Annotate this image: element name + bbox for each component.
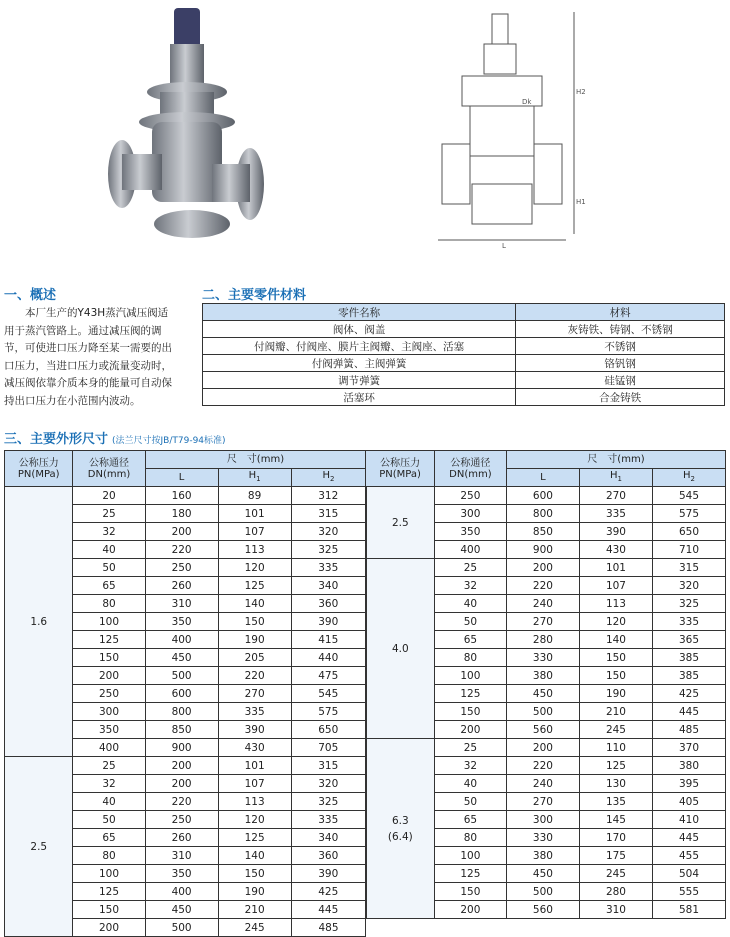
dn-cell: 150	[434, 883, 506, 901]
h2-cell: 405	[652, 793, 725, 811]
l-cell: 850	[506, 523, 579, 541]
table-row	[5, 793, 726, 811]
table-row	[5, 865, 726, 883]
dn-cell: 32	[434, 577, 506, 595]
header-pn: 公称压力PN(MPa)	[366, 451, 434, 487]
part-name-cell: 活塞环	[203, 389, 516, 406]
l-cell: 850	[145, 721, 218, 739]
h2-cell: 581	[652, 901, 725, 919]
dimensions-title-text: 三、主要外形尺寸	[4, 432, 109, 447]
header-l: L	[506, 469, 579, 487]
l-cell: 400	[145, 631, 218, 649]
table-row	[5, 487, 726, 505]
header-material: 材料	[516, 304, 725, 321]
overview-line: 口压力，当进口压力或流量变动时，	[4, 359, 172, 372]
l-cell: 900	[145, 739, 218, 757]
dn-cell: 50	[73, 811, 145, 829]
l-cell: 900	[506, 541, 579, 559]
l-cell: 560	[506, 721, 579, 739]
h1-cell: 175	[579, 847, 652, 865]
dn-cell: 25	[73, 757, 145, 775]
table-row	[5, 649, 726, 667]
table-row	[5, 595, 726, 613]
h1-cell: 170	[579, 829, 652, 847]
h2-cell: 325	[652, 595, 725, 613]
dn-cell: 125	[73, 883, 145, 901]
h2-cell: 445	[652, 703, 725, 721]
pn-value: 2.5	[30, 840, 48, 853]
dn-cell: 200	[434, 721, 506, 739]
h1-cell: 125	[579, 757, 652, 775]
section-overview-title: 一、概述	[4, 288, 57, 303]
table-row	[5, 739, 726, 757]
h2-cell: 365	[652, 631, 725, 649]
table-row	[5, 541, 726, 559]
table-row	[5, 631, 726, 649]
l-cell: 400	[145, 883, 218, 901]
h2-cell: 360	[291, 595, 366, 613]
dn-cell: 65	[73, 577, 145, 595]
h2-cell: 705	[291, 739, 366, 757]
dn-cell: 150	[73, 901, 145, 919]
h1-cell: 101	[218, 757, 291, 775]
valve-photo	[92, 4, 282, 249]
table-row	[5, 613, 726, 631]
h2-cell: 485	[652, 721, 725, 739]
l-cell: 300	[506, 811, 579, 829]
l-cell: 310	[145, 847, 218, 865]
l-cell: 500	[145, 667, 218, 685]
material-cell: 不锈钢	[516, 338, 725, 355]
h2-cell: 390	[291, 865, 366, 883]
l-cell: 280	[506, 631, 579, 649]
h2-cell: 425	[652, 685, 725, 703]
l-cell: 250	[145, 559, 218, 577]
dn-cell: 32	[434, 757, 506, 775]
overview-line: 减压阀依靠介质本身的能量可自动保	[4, 377, 172, 390]
dn-cell: 350	[73, 721, 145, 739]
table-row	[5, 901, 726, 919]
h2-cell: 555	[652, 883, 725, 901]
h1-cell: 120	[579, 613, 652, 631]
l-cell: 160	[145, 487, 218, 505]
header-l: L	[145, 469, 218, 487]
l-cell: 600	[145, 685, 218, 703]
h1-cell: 335	[579, 505, 652, 523]
h1-cell: 140	[218, 847, 291, 865]
l-cell: 240	[506, 775, 579, 793]
l-label: L	[502, 242, 506, 250]
table-row	[203, 355, 725, 372]
l-cell: 270	[506, 793, 579, 811]
header-dn: 公称通径DN(mm)	[73, 451, 145, 487]
h2-cell: 320	[291, 523, 366, 541]
h1-cell: 120	[218, 811, 291, 829]
h1-cell: 190	[579, 685, 652, 703]
h1-cell: 210	[579, 703, 652, 721]
l-cell: 220	[506, 757, 579, 775]
h2-cell: 415	[291, 631, 366, 649]
h2-cell: 455	[652, 847, 725, 865]
l-cell: 200	[145, 775, 218, 793]
dn-cell: 400	[434, 541, 506, 559]
h1-cell: 101	[218, 505, 291, 523]
h1-cell: 430	[579, 541, 652, 559]
l-cell: 450	[145, 901, 218, 919]
material-cell: 合金铸铁	[516, 389, 725, 406]
h1-cell: 125	[218, 829, 291, 847]
dn-cell: 250	[434, 487, 506, 505]
dn-cell: 400	[73, 739, 145, 757]
h2-cell: 710	[652, 541, 725, 559]
h2-cell: 545	[291, 685, 366, 703]
h1-cell: 270	[218, 685, 291, 703]
h1-cell: 110	[579, 739, 652, 757]
l-cell: 800	[145, 703, 218, 721]
table-row	[5, 577, 726, 595]
h1-cell: 113	[579, 595, 652, 613]
h2-cell: 385	[652, 667, 725, 685]
h1-cell: 220	[218, 667, 291, 685]
dn-cell: 150	[73, 649, 145, 667]
h2-cell: 425	[291, 883, 366, 901]
h2-cell: 445	[291, 901, 366, 919]
pn-cell	[366, 487, 434, 559]
h2-cell: 445	[652, 829, 725, 847]
h2-cell: 410	[652, 811, 725, 829]
header-h1: $H_1$	[579, 469, 652, 487]
h1-cell: 270	[579, 487, 652, 505]
table-row	[5, 721, 726, 739]
h1-cell: 107	[218, 775, 291, 793]
l-cell: 450	[506, 685, 579, 703]
l-cell: 380	[506, 847, 579, 865]
overview-line: 节，可使进口压力降至某一需要的出	[4, 342, 172, 355]
h2-cell: 360	[291, 847, 366, 865]
dn-cell: 100	[73, 613, 145, 631]
dn-cell: 25	[73, 505, 145, 523]
l-cell: 310	[145, 595, 218, 613]
material-cell: 硅锰钢	[516, 372, 725, 389]
h2-cell: 335	[652, 613, 725, 631]
dn-cell: 32	[73, 523, 145, 541]
dn-cell: 125	[434, 685, 506, 703]
h2-cell: 340	[291, 829, 366, 847]
header-h2: $H_2$	[291, 469, 366, 487]
h2-cell: 335	[291, 811, 366, 829]
h2-cell: 485	[291, 919, 366, 937]
h2-cell: 504	[652, 865, 725, 883]
overview-text	[4, 305, 192, 411]
h2-cell: 390	[291, 613, 366, 631]
l-cell: 330	[506, 829, 579, 847]
h1-cell: 107	[579, 577, 652, 595]
dn-cell: 65	[73, 829, 145, 847]
l-cell: 560	[506, 901, 579, 919]
dn-cell: 25	[434, 739, 506, 757]
h1-cell: 245	[579, 721, 652, 739]
pn-value: 6.3	[392, 814, 409, 827]
table-row	[5, 559, 726, 577]
table-row	[5, 685, 726, 703]
dn-cell: 300	[434, 505, 506, 523]
h1-cell: 430	[218, 739, 291, 757]
dn-cell: 65	[434, 811, 506, 829]
l-cell: 260	[145, 577, 218, 595]
dn-cell: 350	[434, 523, 506, 541]
h1-cell: 280	[579, 883, 652, 901]
table-row	[5, 847, 726, 865]
h1-cell: 130	[579, 775, 652, 793]
table-row	[5, 829, 726, 847]
h2-cell: 340	[291, 577, 366, 595]
l-cell: 350	[145, 865, 218, 883]
l-cell: 330	[506, 649, 579, 667]
dn-cell: 50	[434, 793, 506, 811]
l-cell: 500	[506, 703, 579, 721]
table-row	[5, 919, 726, 937]
table-row	[5, 757, 726, 775]
dn-cell: 200	[434, 901, 506, 919]
dn-cell: 80	[434, 649, 506, 667]
dn-cell: 200	[73, 667, 145, 685]
h2-cell: 370	[652, 739, 725, 757]
pn-cell	[366, 559, 434, 739]
l-cell: 220	[506, 577, 579, 595]
dn-cell: 40	[73, 541, 145, 559]
material-cell: 铬钒钢	[516, 355, 725, 372]
dn-cell: 125	[434, 865, 506, 883]
l-cell: 600	[506, 487, 579, 505]
l-cell: 250	[145, 811, 218, 829]
h1-cell: 150	[579, 649, 652, 667]
dimensions-table	[4, 450, 726, 937]
l-cell: 450	[145, 649, 218, 667]
pn-value: 4.0	[392, 642, 409, 655]
overview-line: 持出口压力在小范围内波动。	[4, 394, 141, 407]
dk-label: Dk	[522, 98, 532, 106]
overview-line: 用于蒸汽管路上。通过减压阀的调	[4, 324, 162, 337]
l-cell: 180	[145, 505, 218, 523]
dn-cell: 80	[434, 829, 506, 847]
h1-cell: 101	[579, 559, 652, 577]
header-dn: 公称通径DN(mm)	[434, 451, 506, 487]
h1-cell: 310	[579, 901, 652, 919]
valve-drawing	[432, 4, 586, 250]
h2-cell: 325	[291, 793, 366, 811]
h2-label: H2	[576, 88, 586, 96]
l-cell: 200	[506, 739, 579, 757]
dn-cell: 150	[434, 703, 506, 721]
table-row	[203, 389, 725, 406]
table-row	[5, 883, 726, 901]
h2-cell: 315	[291, 505, 366, 523]
h1-cell: 335	[218, 703, 291, 721]
dn-cell: 80	[73, 847, 145, 865]
l-cell: 350	[145, 613, 218, 631]
h1-cell: 125	[218, 577, 291, 595]
material-cell: 灰铸铁、铸钢、不锈钢	[516, 321, 725, 338]
header-h1: $H_1$	[218, 469, 291, 487]
dn-cell: 40	[434, 595, 506, 613]
l-cell: 220	[145, 793, 218, 811]
header-part-name: 零件名称	[203, 304, 516, 321]
pn-cell	[5, 487, 73, 757]
l-cell: 200	[506, 559, 579, 577]
h1-cell: 150	[579, 667, 652, 685]
h1-cell: 135	[579, 793, 652, 811]
l-cell: 220	[145, 541, 218, 559]
dn-cell: 100	[434, 667, 506, 685]
l-cell: 200	[145, 757, 218, 775]
table-row	[5, 523, 726, 541]
table-row	[203, 372, 725, 389]
h1-cell: 205	[218, 649, 291, 667]
dn-cell: 40	[73, 793, 145, 811]
h1-cell: 245	[218, 919, 291, 937]
h2-cell: 335	[291, 559, 366, 577]
dn-cell: 80	[73, 595, 145, 613]
table-row	[5, 505, 726, 523]
pn-value: 1.6	[30, 615, 48, 628]
h2-cell: 385	[652, 649, 725, 667]
table-row	[203, 338, 725, 355]
l-cell: 500	[506, 883, 579, 901]
dimensions-subtitle: (法兰尺寸按JB/T79-94标准)	[112, 436, 226, 446]
h2-cell: 395	[652, 775, 725, 793]
dn-cell: 50	[434, 613, 506, 631]
part-name-cell: 调节弹簧	[203, 372, 516, 389]
h2-cell: 320	[291, 775, 366, 793]
dn-cell: 200	[73, 919, 145, 937]
h2-cell: 650	[652, 523, 725, 541]
dn-cell: 32	[73, 775, 145, 793]
h1-cell: 113	[218, 541, 291, 559]
h2-cell: 315	[652, 559, 725, 577]
pn-cell	[5, 757, 73, 937]
dn-cell: 65	[434, 631, 506, 649]
table-header-row	[203, 304, 725, 321]
part-name-cell: 付阀弹簧、主阀弹簧	[203, 355, 516, 372]
dn-cell: 250	[73, 685, 145, 703]
h1-cell: 390	[579, 523, 652, 541]
overview-line: 本厂生产的Y43H蒸汽减压阀适	[25, 307, 169, 319]
h1-cell: 107	[218, 523, 291, 541]
section-materials-title: 二、主要零件材料	[202, 288, 307, 303]
header-pn: 公称压力PN(MPa)	[5, 451, 73, 487]
table-row	[5, 775, 726, 793]
h2-cell: 545	[652, 487, 725, 505]
dn-cell: 100	[434, 847, 506, 865]
h2-cell: 440	[291, 649, 366, 667]
pn-cell	[366, 739, 434, 919]
h2-cell: 575	[652, 505, 725, 523]
h1-cell: 150	[218, 865, 291, 883]
h1-cell: 140	[218, 595, 291, 613]
h2-cell: 650	[291, 721, 366, 739]
h2-cell: 315	[291, 757, 366, 775]
l-cell: 500	[145, 919, 218, 937]
dn-cell: 100	[73, 865, 145, 883]
h2-cell: 575	[291, 703, 366, 721]
l-cell: 270	[506, 613, 579, 631]
h1-cell: 89	[218, 487, 291, 505]
h2-cell: 380	[652, 757, 725, 775]
table-row	[5, 811, 726, 829]
materials-table	[202, 303, 725, 406]
h1-cell: 150	[218, 613, 291, 631]
h1-cell: 190	[218, 883, 291, 901]
pn-value: 2.5	[392, 516, 409, 529]
table-header-row	[5, 451, 726, 469]
h1-cell: 145	[579, 811, 652, 829]
l-cell: 800	[506, 505, 579, 523]
h1-cell: 113	[218, 793, 291, 811]
header-size: 尺 寸(mm)	[506, 451, 725, 469]
h1-label: H1	[576, 198, 586, 206]
dn-cell: 50	[73, 559, 145, 577]
h1-cell: 190	[218, 631, 291, 649]
l-cell: 450	[506, 865, 579, 883]
dn-cell: 125	[73, 631, 145, 649]
pn-alt-value: (6.4)	[387, 830, 413, 843]
h1-cell: 245	[579, 865, 652, 883]
h1-cell: 210	[218, 901, 291, 919]
h2-cell: 475	[291, 667, 366, 685]
table-row	[203, 321, 725, 338]
l-cell: 380	[506, 667, 579, 685]
dn-cell: 20	[73, 487, 145, 505]
header-size: 尺 寸(mm)	[145, 451, 366, 469]
l-cell: 260	[145, 829, 218, 847]
h1-cell: 140	[579, 631, 652, 649]
h2-cell: 312	[291, 487, 366, 505]
l-cell: 240	[506, 595, 579, 613]
table-row	[5, 703, 726, 721]
header-h2: $H_2$	[652, 469, 725, 487]
h1-cell: 390	[218, 721, 291, 739]
part-name-cell: 阀体、阀盖	[203, 321, 516, 338]
l-cell: 200	[145, 523, 218, 541]
dn-cell: 40	[434, 775, 506, 793]
part-name-cell: 付阀瓣、付阀座、膜片主阀瓣、主阀座、活塞	[203, 338, 516, 355]
h2-cell: 320	[652, 577, 725, 595]
dn-cell: 300	[73, 703, 145, 721]
section-dimensions-title	[4, 428, 226, 447]
h2-cell: 325	[291, 541, 366, 559]
dn-cell: 25	[434, 559, 506, 577]
table-row	[5, 667, 726, 685]
h1-cell: 120	[218, 559, 291, 577]
